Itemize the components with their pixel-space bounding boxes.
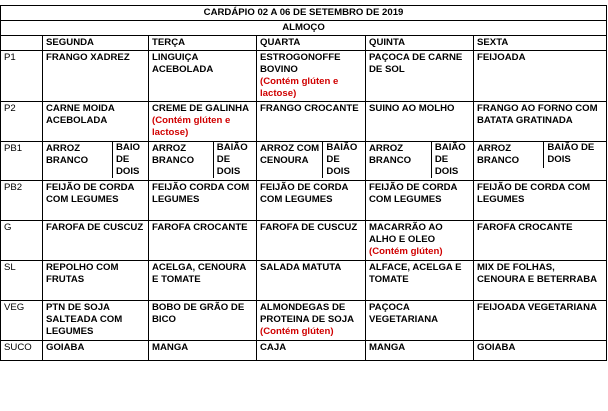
day-header: QUARTA: [257, 36, 366, 51]
menu-cell: PAÇOCA VEGETARIANA: [366, 301, 474, 341]
meal-row: [1, 21, 607, 36]
day-header: SEGUNDA: [43, 36, 149, 51]
menu-cell: LINGUIÇA ACEBOLADA: [149, 51, 257, 102]
menu-cell: FRANGO AO FORNO COM BATATA GRATINADA: [474, 102, 607, 142]
menu-cell: FAROFA DE CUSCUZ: [257, 221, 366, 261]
menu-cell: FEIJOADA: [474, 51, 607, 102]
menu-cell: ALFACE, ACELGA E TOMATE: [366, 261, 474, 301]
menu-cell: BOBO DE GRÃO DE BICO: [149, 301, 257, 341]
menu-cell: FAROFA CROCANTE: [474, 221, 607, 261]
menu-row-p2: [1, 102, 607, 142]
menu-cell: FEIJOADA VEGETARIANA: [474, 301, 607, 341]
menu-cell: ACELGA, CENOURA E TOMATE: [149, 261, 257, 301]
allergen-note: (Contém glúten): [260, 326, 334, 337]
menu-row-veg: [1, 301, 607, 341]
row-label: PB1: [1, 142, 43, 181]
menu-cell: MANGA: [366, 341, 474, 361]
dish-name: BAIÃO DE DOIS: [213, 142, 256, 178]
menu-cell: FEIJÃO DE CORDA COM LEGUMES: [43, 181, 149, 221]
menu-title: CARDÁPIO 02 A 06 DE SETEMBRO DE 2019: [1, 6, 607, 21]
menu-cell: FRANGO XADREZ: [43, 51, 149, 102]
dish-name: ARROZ BRANCO: [46, 143, 89, 166]
dish-name: CREME DE GALINHA: [152, 103, 250, 114]
day-header: TERÇA: [149, 36, 257, 51]
menu-row-pb1: [1, 142, 607, 181]
row-label: SUCO: [1, 341, 43, 361]
title-row: [1, 6, 607, 21]
menu-cell: [366, 221, 474, 261]
allergen-note: (Contém glúten e lactose): [152, 115, 231, 138]
row-label: P2: [1, 102, 43, 142]
menu-cell: [366, 142, 474, 181]
dish-name: ALMONDEGAS DE PROTEINA DE SOJA: [260, 302, 354, 325]
menu-cell: FEIJÃO DE CORDA COM LEGUMES: [257, 181, 366, 221]
menu-cell: REPOLHO COM FRUTAS: [43, 261, 149, 301]
menu-row-g: [1, 221, 607, 261]
menu-cell: MIX DE FOLHAS, CENOURA E BETERRABA: [474, 261, 607, 301]
menu-cell: SUINO AO MOLHO: [366, 102, 474, 142]
menu-cell: FEIJÃO CORDA COM LEGUMES: [149, 181, 257, 221]
menu-cell: CARNE MOIDA ACEBOLADA: [43, 102, 149, 142]
dish-name: MACARRÃO AO ALHO E OLEO: [369, 222, 443, 245]
meal-label: ALMOÇO: [1, 21, 607, 36]
dish-name: ARROZ BRANCO: [477, 143, 520, 166]
menu-cell: [257, 142, 366, 181]
dish-name: ESTROGONOFFE BOVINO: [260, 52, 341, 75]
menu-cell: CAJA: [257, 341, 366, 361]
menu-cell: [149, 142, 257, 181]
row-label: SL: [1, 261, 43, 301]
allergen-note: (Contém glúten e lactose): [260, 76, 339, 99]
dish-name: BAIO DE DOIS: [113, 142, 149, 178]
row-label: P1: [1, 51, 43, 102]
menu-cell: PAÇOCA DE CARNE DE SOL: [366, 51, 474, 102]
menu-cell: FEIJÃO DE CORDA COM LEGUMES: [474, 181, 607, 221]
menu-cell: FAROFA CROCANTE: [149, 221, 257, 261]
corner-cell: [1, 36, 43, 51]
menu-cell: PTN DE SOJA SALTEADA COM LEGUMES: [43, 301, 149, 341]
menu-row-p1: [1, 51, 607, 102]
dish-name: BAIÃO DE DOIS: [544, 142, 606, 168]
menu-cell: SALADA MATUTA: [257, 261, 366, 301]
day-header: SEXTA: [474, 36, 607, 51]
dish-name: ARROZ COM CENOURA: [260, 143, 320, 166]
row-label: G: [1, 221, 43, 261]
dish-name: BAIÃO DE DOIS: [323, 142, 365, 178]
row-label: PB2: [1, 181, 43, 221]
allergen-note: (Contém glúten): [369, 246, 443, 257]
menu-cell: MANGA: [149, 341, 257, 361]
row-label: VEG: [1, 301, 43, 341]
dish-name: ARROZ BRANCO: [152, 143, 195, 166]
menu-cell: [43, 142, 149, 181]
menu-cell: GOIABA: [43, 341, 149, 361]
dish-name: BAIÃO DE DOIS: [431, 142, 473, 178]
menu-cell: FEIJÃO DE CORDA COM LEGUMES: [366, 181, 474, 221]
days-header-row: [1, 36, 607, 51]
menu-cell: FRANGO CROCANTE: [257, 102, 366, 142]
menu-row-suco: [1, 341, 607, 361]
menu-row-sl: [1, 261, 607, 301]
menu-cell: [474, 142, 607, 181]
menu-cell: GOIABA: [474, 341, 607, 361]
menu-table: [0, 5, 607, 361]
menu-row-pb2: [1, 181, 607, 221]
menu-cell: FAROFA DE CUSCUZ: [43, 221, 149, 261]
menu-cell: [257, 51, 366, 102]
menu-cell: [149, 102, 257, 142]
day-header: QUINTA: [366, 36, 474, 51]
dish-name: ARROZ BRANCO: [369, 143, 412, 166]
menu-cell: [257, 301, 366, 341]
